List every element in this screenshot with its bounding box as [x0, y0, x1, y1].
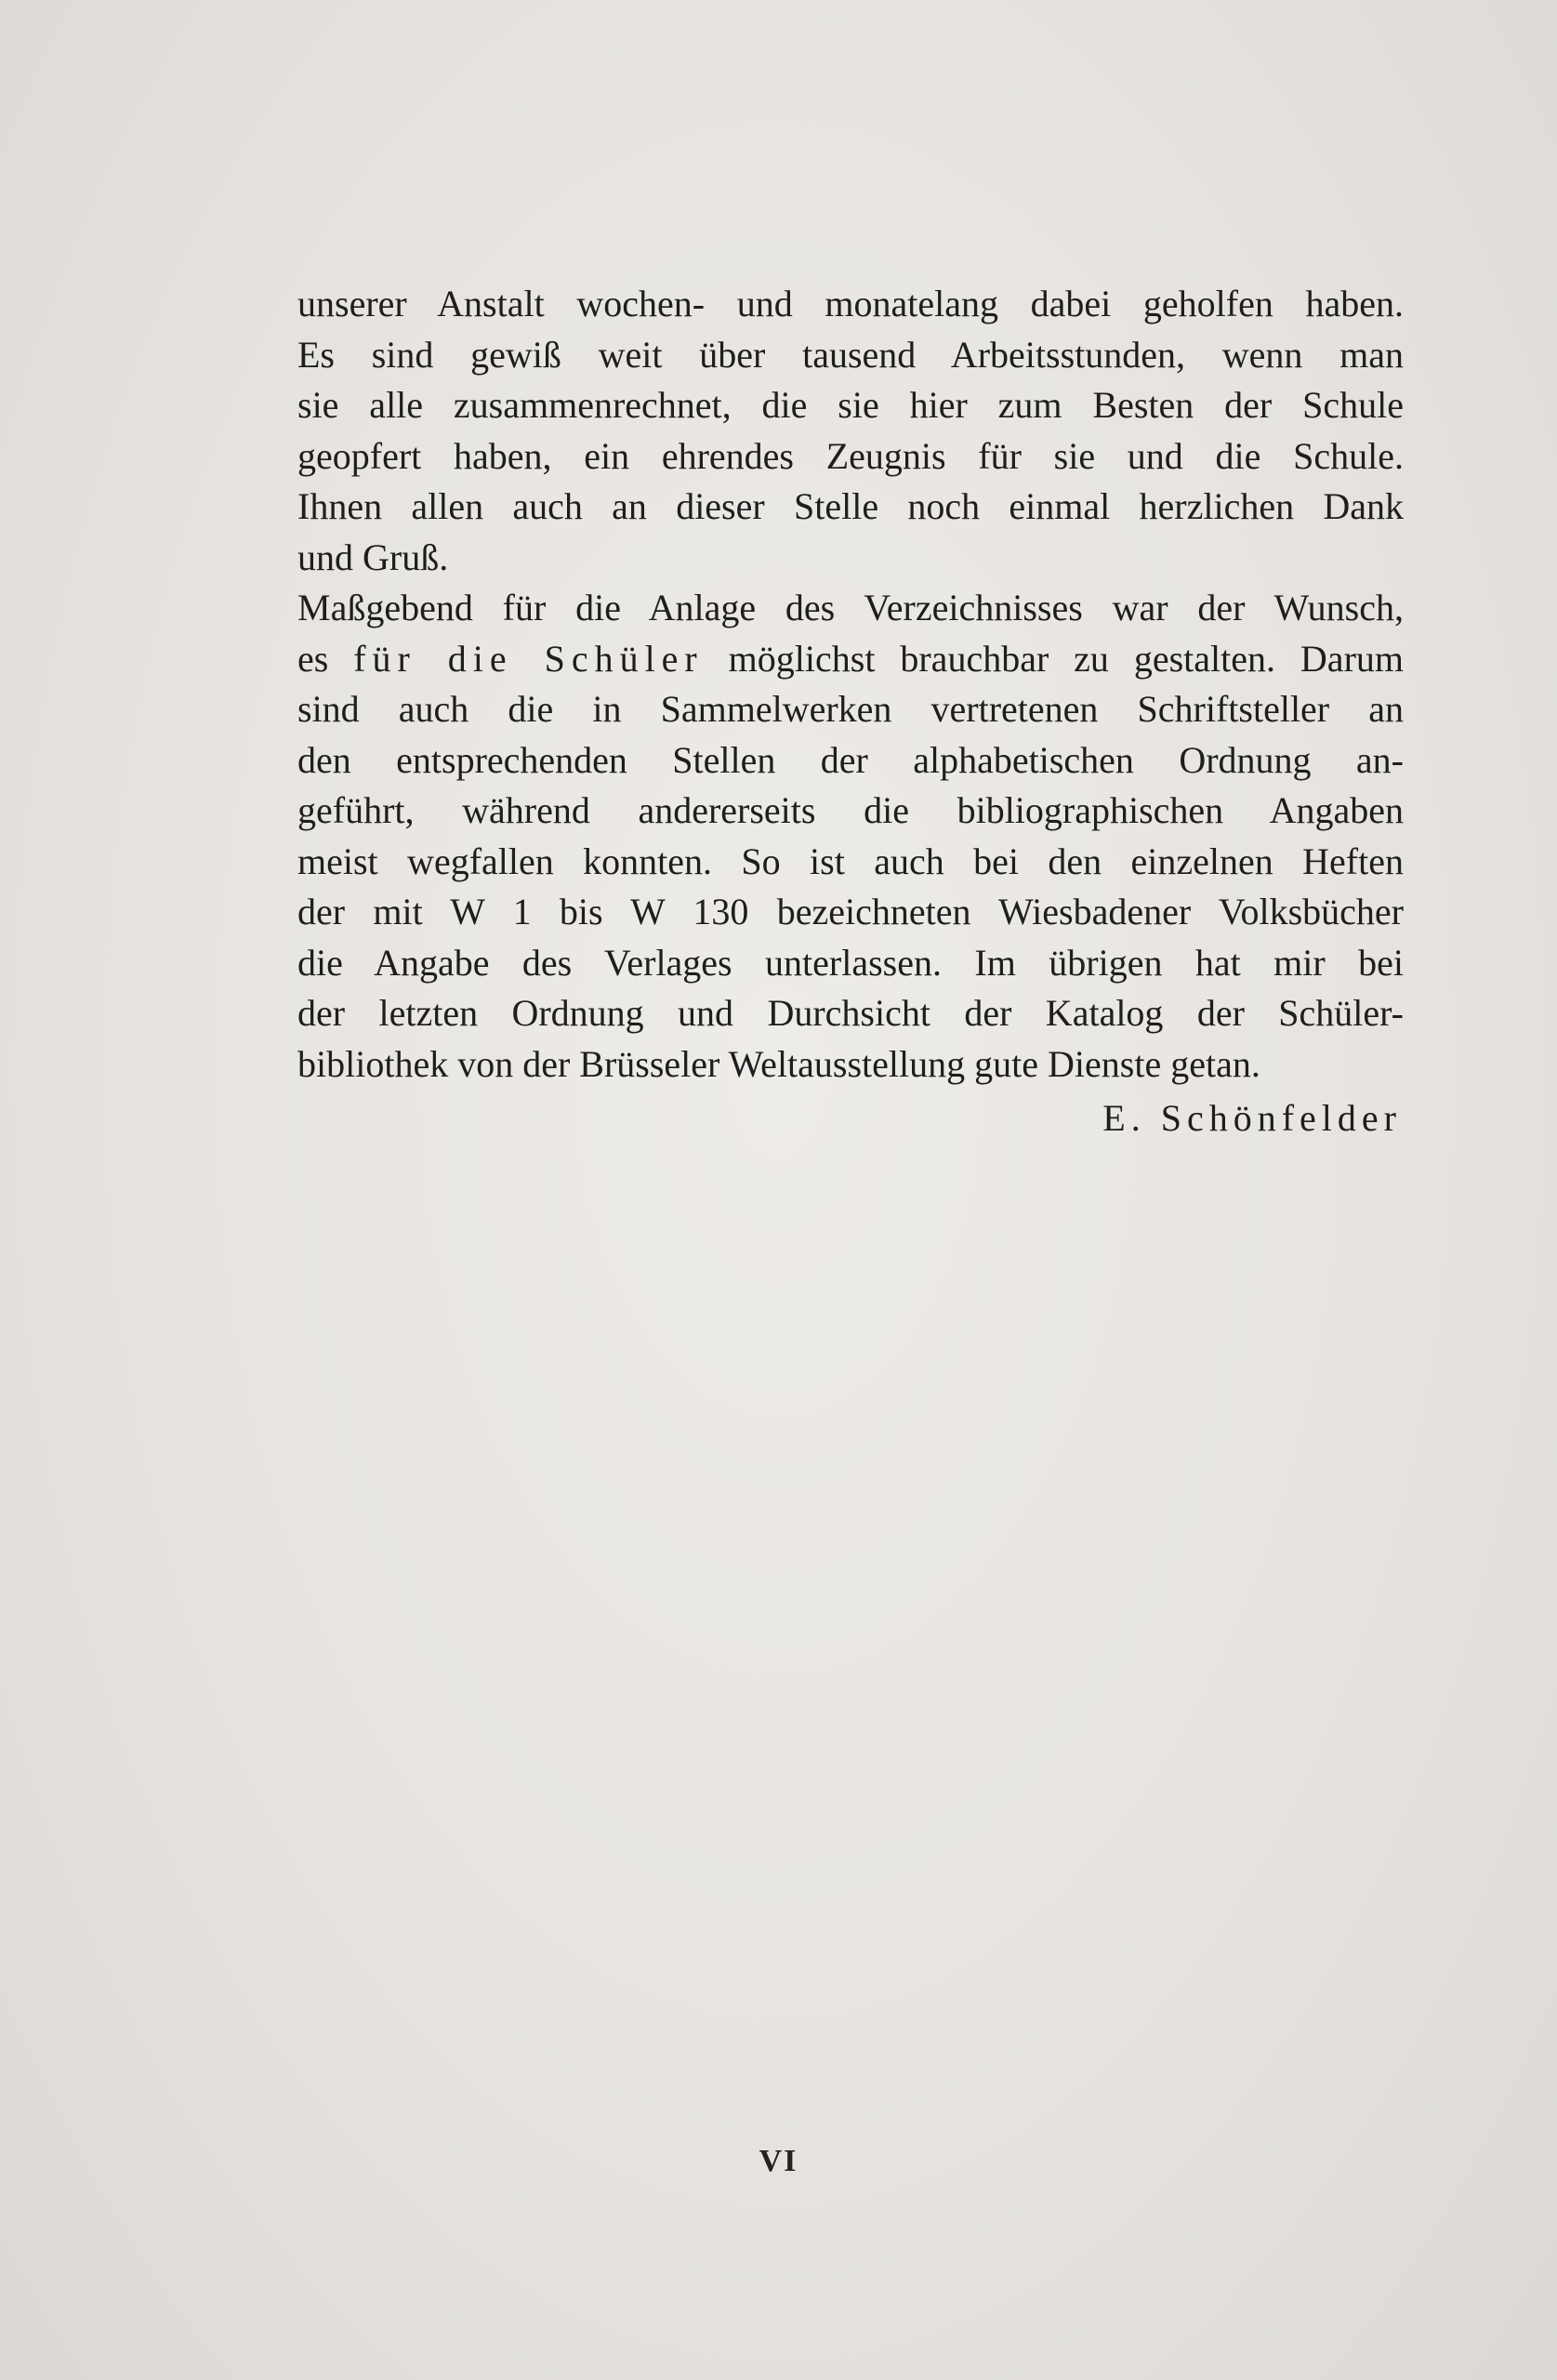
text-line: meist wegfallen konnten. So ist auch bei den einzelnen Heften [297, 840, 1404, 882]
text-line: Ihnen allen auch an dieser Stelle noch einmal herzlichen Dank [297, 485, 1404, 527]
text-line: geführt, während andererseits die bibliographischen Angaben [297, 789, 1404, 831]
text-line-emphasis [297, 634, 1404, 685]
text-fragment: möglichst brauchbar zu gestalten. Darum [703, 637, 1404, 680]
text-line: unserer Anstalt wochen- und monatelang dabei geholfen haben. [297, 283, 1404, 324]
text-line: sind auch die in Sammelwerken vertretenen Schriftsteller an [297, 688, 1404, 730]
text-line: Maßgebend für die Anlage des Verzeichnisses war der Wunsch, [297, 587, 1404, 628]
spaced-emphasis-text: für die Schüler [353, 637, 704, 680]
text-line: die Angabe des Verlages unterlassen. Im übrigen hat mir bei [297, 941, 1404, 984]
text-line: den entsprechenden Stellen der alphabetischen Ordnung an- [297, 738, 1404, 781]
signature: E. Schönfelder [1102, 1097, 1402, 1139]
text-line: sie alle zusammenrechnet, die sie hier zum Besten der Schule [297, 384, 1404, 426]
text-line: der letzten Ordnung und Durchsicht der Katalog der Schüler- [297, 992, 1404, 1034]
text-line: und Gruß. [297, 536, 449, 578]
body-text [297, 279, 1404, 1144]
text-line: bibliothek von der Brüsseler Weltausstellung gute Dienste getan. [297, 1042, 1260, 1085]
text-line: der mit W 1 bis W 130 bezeichneten Wiesbadener Volksbücher [297, 891, 1404, 932]
text-line: Es sind gewiß weit über tausend Arbeitsstunden, wenn man [297, 333, 1404, 376]
text-line: geopfert haben, ein ehrendes Zeugnis für sie und die Schule. [297, 434, 1404, 477]
page-number: VI [759, 2144, 798, 2178]
text-fragment: es [297, 637, 354, 680]
